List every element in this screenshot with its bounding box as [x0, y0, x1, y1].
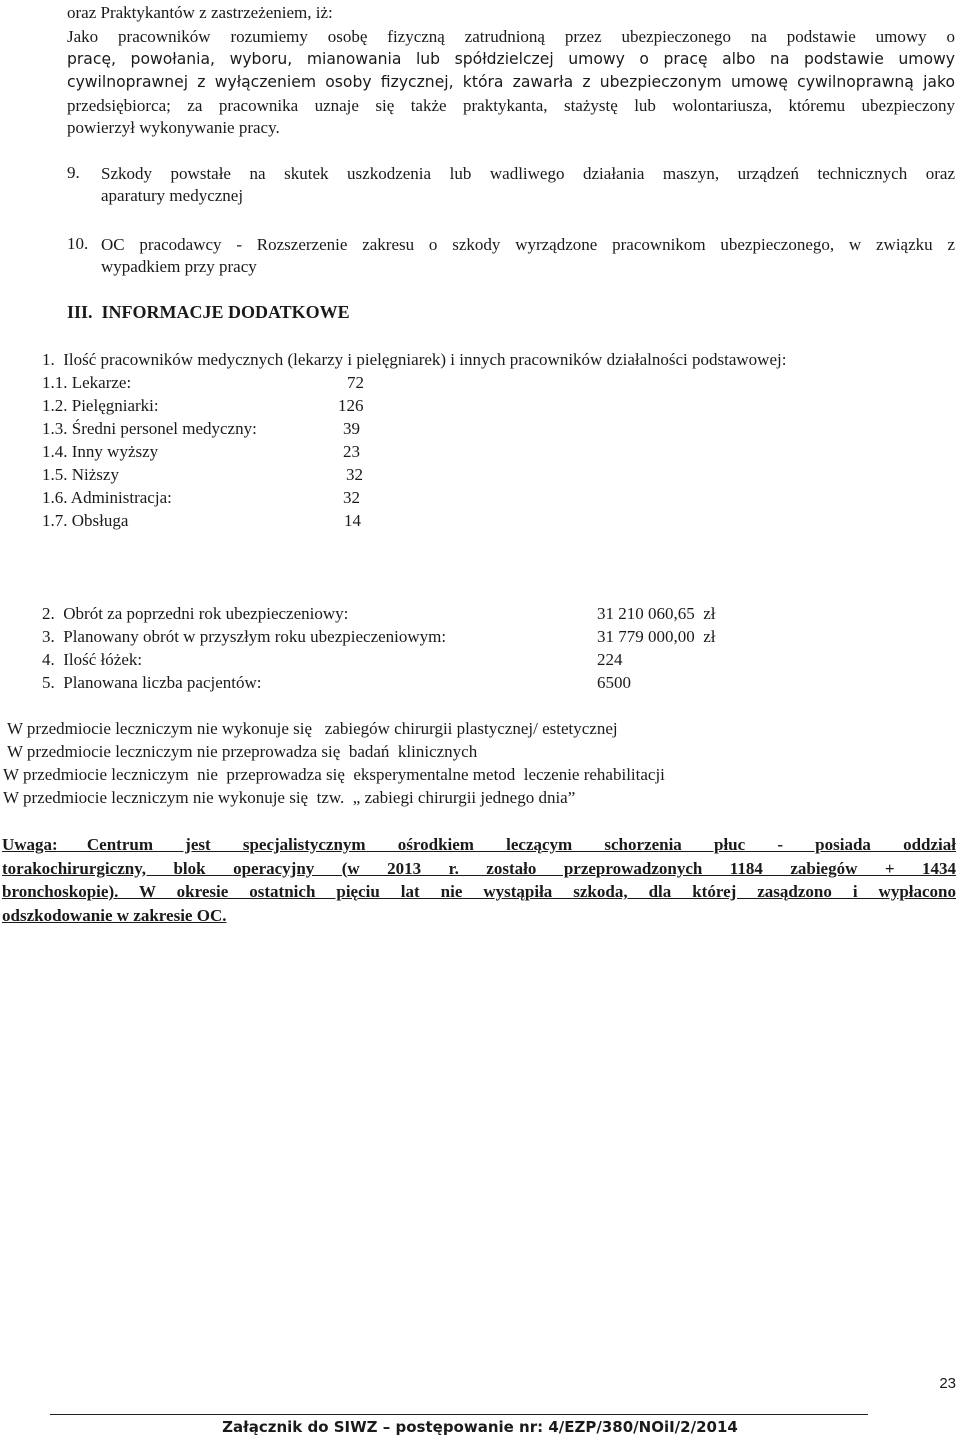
- employee-row-label: 1.6. Administracja:: [42, 488, 172, 507]
- note-line: W przedmiocie leczniczym nie przeprowadza się badań klinicznych: [3, 742, 478, 761]
- employee-row-label: 1.4. Inny wyższy: [42, 442, 159, 461]
- intro-line-3: cywilnoprawnej z wyłączeniem osoby fizycznej, która zawarła z ubezpieczonym umowę cywilnoprawną jako: [67, 73, 955, 91]
- employee-row-value: 126: [338, 396, 364, 415]
- remark-block: [2, 833, 956, 927]
- summary-value: 224: [597, 650, 623, 669]
- employee-row-value: 14: [344, 511, 361, 530]
- summary-label: 3. Planowany obrót w przyszłym roku ubezpieczeniowym:: [42, 627, 447, 646]
- summary-label: 2. Obrót za poprzedni rok ubezpieczeniowy:: [42, 604, 349, 623]
- footer-text: Załącznik do SIWZ – postępowanie nr: 4/EZP/380/NOiI/2/2014: [222, 1418, 738, 1436]
- section-heading: III. INFORMACJE DODATKOWE: [67, 302, 350, 322]
- employee-row-label: 1.3. Średni personel medyczny:: [42, 419, 257, 438]
- employee-row-label: 1.7. Obsługa: [42, 511, 129, 530]
- summary-value: 31 779 000,00 zł: [597, 627, 716, 646]
- remark-label: Uwaga:: [2, 835, 58, 854]
- intro-last-line: powierzył wykonywanie pracy.: [67, 118, 280, 137]
- remark-line-1-text: Centrum jest specjalistycznym ośrodkiem leczącym schorzenia płuc - posiada oddział: [86, 835, 957, 854]
- employee-row-label: 1.1. Lekarze:: [42, 373, 132, 392]
- intro-line-2: pracę, powołania, wyboru, mianowania lub spółdzielczej umowy o pracę albo na podstawie umowy: [67, 50, 955, 68]
- note-line: W przedmiocie leczniczym nie przeprowadza się eksperymentalne metod leczenie rehabilitacji: [3, 765, 665, 784]
- employee-row-value: 32: [346, 465, 363, 484]
- item-10-line-2: wypadkiem przy pracy: [101, 257, 257, 276]
- employees-intro: 1. Ilość pracowników medycznych (lekarzy i pielęgniarek) i innych pracowników działalności podstawowej:: [42, 350, 787, 369]
- item-9-line-1: Szkody powstałe na skutek uszkodzenia lub wadliwego działania maszyn, urządzeń technicznych oraz: [101, 164, 955, 183]
- intro-line-1: Jako pracowników rozumiemy osobę fizyczną zatrudnioną przez ubezpieczonego na podstawie umowy o: [67, 27, 955, 46]
- employee-row-label: 1.2. Pielęgniarki:: [42, 396, 159, 415]
- summary-value: 6500: [597, 673, 631, 692]
- item-9-line-2: aparatury medycznej: [101, 186, 244, 205]
- item-10-number: 10.: [67, 234, 89, 253]
- remark-line-3: bronchoskopie). W okresie ostatnich pięciu lat nie wystąpiła szkoda, dla której zasądzono i wypłacono: [2, 882, 956, 901]
- intro-first-line: oraz Praktykantów z zastrzeżeniem, iż:: [67, 3, 333, 22]
- summary-value: 31 210 060,65 zł: [597, 604, 716, 623]
- employee-row-value: 32: [343, 488, 360, 507]
- remark-line-1: [2, 833, 956, 857]
- employee-row-value: 23: [343, 442, 360, 461]
- note-line: W przedmiocie leczniczym nie wykonuje się tzw. „ zabiegi chirurgii jednego dnia”: [3, 788, 576, 807]
- item-10-line-1: OC pracodawcy - Rozszerzenie zakresu o szkody wyrządzone pracownikom ubezpieczonego, w związku z: [101, 235, 955, 254]
- employee-row-value: 72: [347, 373, 364, 392]
- remark-line-2: torakochirurgiczny, blok operacyjny (w 2013 r. zostało przeprowadzonych 1184 zabiegów + 1434: [2, 858, 956, 878]
- footer-divider: [50, 1414, 868, 1415]
- intro-line-4: przedsiębiorca; za pracownika uznaje się także praktykanta, stażystę lub wolontariusza, któremu ubezpieczony: [67, 96, 955, 115]
- item-9-number: 9.: [67, 163, 80, 182]
- summary-label: 5. Planowana liczba pacjentów:: [42, 673, 262, 692]
- remark-line-4: odszkodowanie w zakresie OC.: [2, 905, 227, 925]
- summary-label: 4. Ilość łóżek:: [42, 650, 143, 669]
- page-number: 23: [939, 1375, 956, 1392]
- employee-row-value: 39: [343, 419, 360, 438]
- employee-row-label: 1.5. Niższy: [42, 465, 119, 484]
- note-line: W przedmiocie leczniczym nie wykonuje się zabiegów chirurgii plastycznej/ estetycznej: [3, 719, 618, 738]
